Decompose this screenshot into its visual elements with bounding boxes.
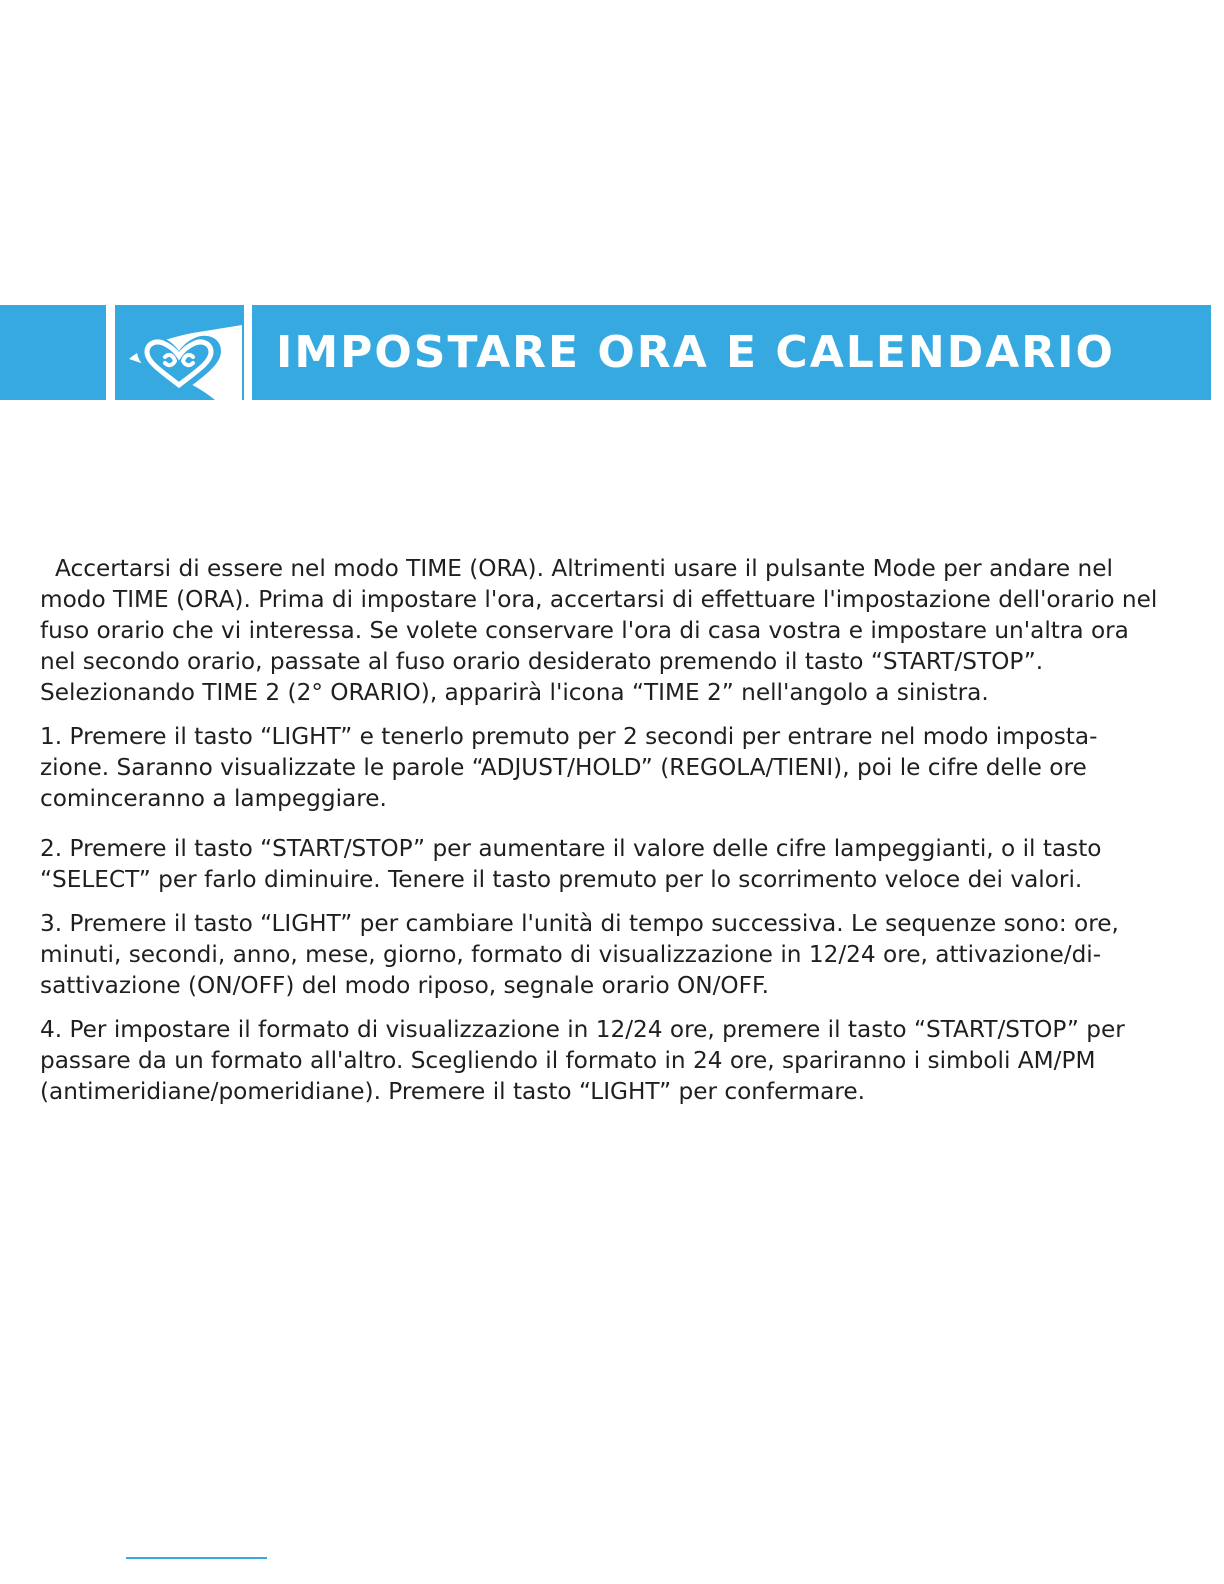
heart-logo-icon [115, 305, 244, 400]
intro-paragraph: Accertarsi di essere nel modo TIME (ORA). Altrimenti usare il pulsante Mode per andare nel modo TIME (ORA). Prima di impostare l'ora, accertarsi di effettuare l'impostazione dell'orario nel fuso orario che vi interessa. Se volete conservare l'ora di casa vostra e impostare un'altra ora nel secondo orario, passate al fuso orario desiderato premendo il tasto “START/STOP”. Selezionando TIME 2 (2° ORARIO), apparirà l'icona “TIME 2” nell'angolo a sinistra. [40, 555, 1158, 706]
step-4: 4. Per impostare il formato di visualizzazione in 12/24 ore, premere il tasto “START/STOP” per passare da un formato all'altro. Scegliendo il formato in 24 ore, spariranno i simboli AM/PM (antimeridiane/pomeridiane). Premere il tasto “LIGHT” per confermare. [40, 1016, 1125, 1105]
instructions-body [40, 553, 1164, 1120]
banner-left-block [0, 305, 106, 400]
step-1: 1. Premere il tasto “LIGHT” e tenerlo premuto per 2 secondi per entrare nel modo imposta-zione. Saranno visualizzate le parole “ADJUST/HOLD” (REGOLA/TIENI), poi le cifre delle ore cominceranno a lampeggiare. [40, 723, 1098, 812]
step-3: 3. Premere il tasto “LIGHT” per cambiare l'unità di tempo successiva. Le sequenze sono: ore, minuti, secondi, anno, mese, giorno, formato di visualizzazione in 12/24 ore, attivazione/di-sattivazione (ON/OFF) del modo riposo, segnale orario ON/OFF. [40, 910, 1119, 999]
logo-box [115, 305, 244, 400]
title-banner [252, 305, 1211, 400]
footer-divider [126, 1557, 267, 1559]
step-2: 2. Premere il tasto “START/STOP” per aumentare il valore delle cifre lampeggianti, o il tasto “SELECT” per farlo diminuire. Tenere il tasto premuto per lo scorrimento veloce dei valori. [40, 835, 1102, 893]
page-title: IMPOSTARE ORA E CALENDARIO [276, 327, 1115, 378]
